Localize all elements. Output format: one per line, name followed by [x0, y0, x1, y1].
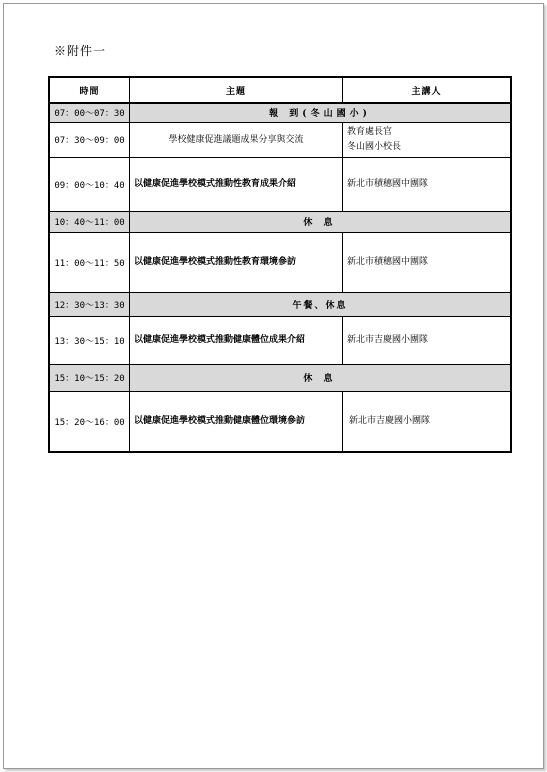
table-row [49, 103, 511, 122]
row-time: 13：30～15：10 [49, 316, 130, 364]
schedule-table [48, 76, 512, 453]
row-time: 15：20～16：00 [49, 391, 130, 452]
row-merged-label: 休 息 [130, 211, 512, 232]
row-topic: 以健康促進學校模式推動健康體位環境參訪 [130, 391, 343, 452]
row-speaker: 新北市積穗國中團隊 [343, 157, 512, 211]
table-row [49, 232, 511, 292]
row-topic: 學校健康促進議題成果分享與交流 [130, 122, 343, 157]
row-time: 10：40～11：00 [49, 211, 130, 232]
row-topic: 以健康促進學校模式推動性教育環境參訪 [130, 232, 343, 292]
speaker-line: 冬山國小校長 [347, 141, 402, 152]
table-row [49, 316, 511, 364]
table-row [49, 364, 511, 391]
header-topic: 主題 [130, 77, 343, 103]
table-row [49, 122, 511, 157]
row-speaker: 新北市積穗國中團隊 [343, 232, 512, 292]
attachment-heading: ※附件一 [54, 44, 107, 58]
row-time: 11：00～11：50 [49, 232, 130, 292]
header-speaker: 主講人 [343, 77, 512, 103]
row-merged-label: 報 到(冬山國小) [130, 103, 512, 122]
table-row [49, 157, 511, 211]
row-time: 07：30～09：00 [49, 122, 130, 157]
row-time: 07：00～07：30 [49, 103, 130, 122]
row-merged-label: 午餐、休息 [130, 292, 512, 316]
row-speaker [343, 122, 512, 157]
row-time: 15：10～15：20 [49, 364, 130, 391]
row-topic: 以健康促進學校模式推動性教育成果介紹 [130, 157, 343, 211]
row-merged-label: 休 息 [130, 364, 512, 391]
row-time: 09：00～10：40 [49, 157, 130, 211]
header-time: 時間 [49, 77, 130, 103]
speaker-line: 教育處長官 [347, 126, 393, 137]
row-topic: 以健康促進學校模式推動健康體位成果介紹 [130, 316, 343, 364]
table-row [49, 211, 511, 232]
table-row [49, 391, 511, 452]
row-speaker: 新北市吉慶國小團隊 [343, 391, 512, 452]
row-speaker: 新北市吉慶國小團隊 [343, 316, 512, 364]
table-row [49, 292, 511, 316]
row-time: 12：30～13：30 [49, 292, 130, 316]
document-page [3, 3, 544, 769]
header-row [49, 77, 511, 103]
